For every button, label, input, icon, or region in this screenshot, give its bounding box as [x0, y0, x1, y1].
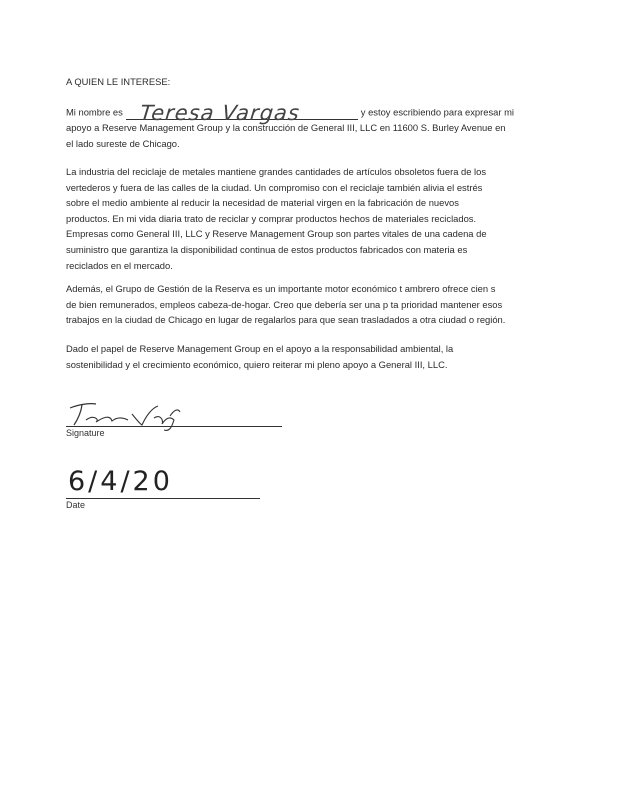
- handwritten-date: 6/4/20: [68, 466, 173, 497]
- paragraph-line: trabajos en la ciudad de Chicago en lugar de regalarlos para que sean trasladados a otra ciudad o región.: [66, 314, 506, 326]
- paragraph-line: Empresas como General III, LLC y Reserve Management Group son partes vitales de una cadena de: [66, 228, 487, 240]
- intro-line-1: [66, 101, 552, 126]
- name-field: [126, 101, 358, 126]
- paragraph-line: reciclados en el mercado.: [66, 259, 173, 271]
- paragraph-line: sostenibilidad y el crecimiento económico, quiero reiterar mi pleno apoyo a General III, LLC.: [66, 358, 448, 370]
- paragraph-line: sobre el medio ambiente al reducir la necesidad de material virgen en la fabricación de nuevos: [66, 197, 459, 209]
- intro-line-2: apoyo a Reserve Management Group y la construcción de General III, LLC en 11600 S. Burley Avenue en: [66, 122, 506, 133]
- intro-after-name: y estoy escribiendo para expresar mi: [360, 106, 514, 118]
- paragraph-closing: [66, 341, 536, 372]
- paragraph-line: La industria del reciclaje de metales mantiene grandes cantidades de artículos obsoletos fuera de los: [66, 166, 487, 177]
- paragraph-recycling: [66, 164, 536, 273]
- paragraph-line: productos. En mi vida diaria trato de reciclar y comprar productos hechos de materiales reciclados.: [66, 212, 477, 224]
- signature-label: Signature: [66, 428, 105, 438]
- paragraph-line: Dado el papel de Reserve Management Group en el apoyo a la responsabilidad ambiental, la: [66, 343, 454, 354]
- paragraph-line: de bien remunerados, empleos cabeza-de-hogar. Creo que debería ser una p ta prioridad mantener esos: [66, 298, 503, 310]
- intro-line-3: el lado sureste de Chicago.: [66, 137, 180, 149]
- date-label: Date: [66, 500, 86, 510]
- paragraph-economic: [66, 281, 552, 328]
- date-line: [66, 498, 260, 499]
- handwritten-name: Teresa Vargas: [138, 101, 302, 126]
- paragraph-line: suministro que garantiza la disponibilidad continua de estos productos fabricados con materia es: [66, 243, 468, 255]
- signature-block: [66, 392, 286, 442]
- salutation: A QUIEN LE INTERESE:: [66, 76, 171, 87]
- signature-line: [66, 426, 282, 427]
- intro-paragraph: [66, 101, 552, 151]
- paragraph-line: Además, el Grupo de Gestión de la Reserva es un importante motor económico t ambrero ofrece cien s: [66, 283, 496, 294]
- date-block: [66, 466, 266, 516]
- paragraph-line: vertederos y fuera de las calles de la ciudad. Un compromiso con el reciclaje también alivia el estrés: [66, 181, 483, 193]
- intro-before-name: Mi nombre es: [66, 106, 123, 118]
